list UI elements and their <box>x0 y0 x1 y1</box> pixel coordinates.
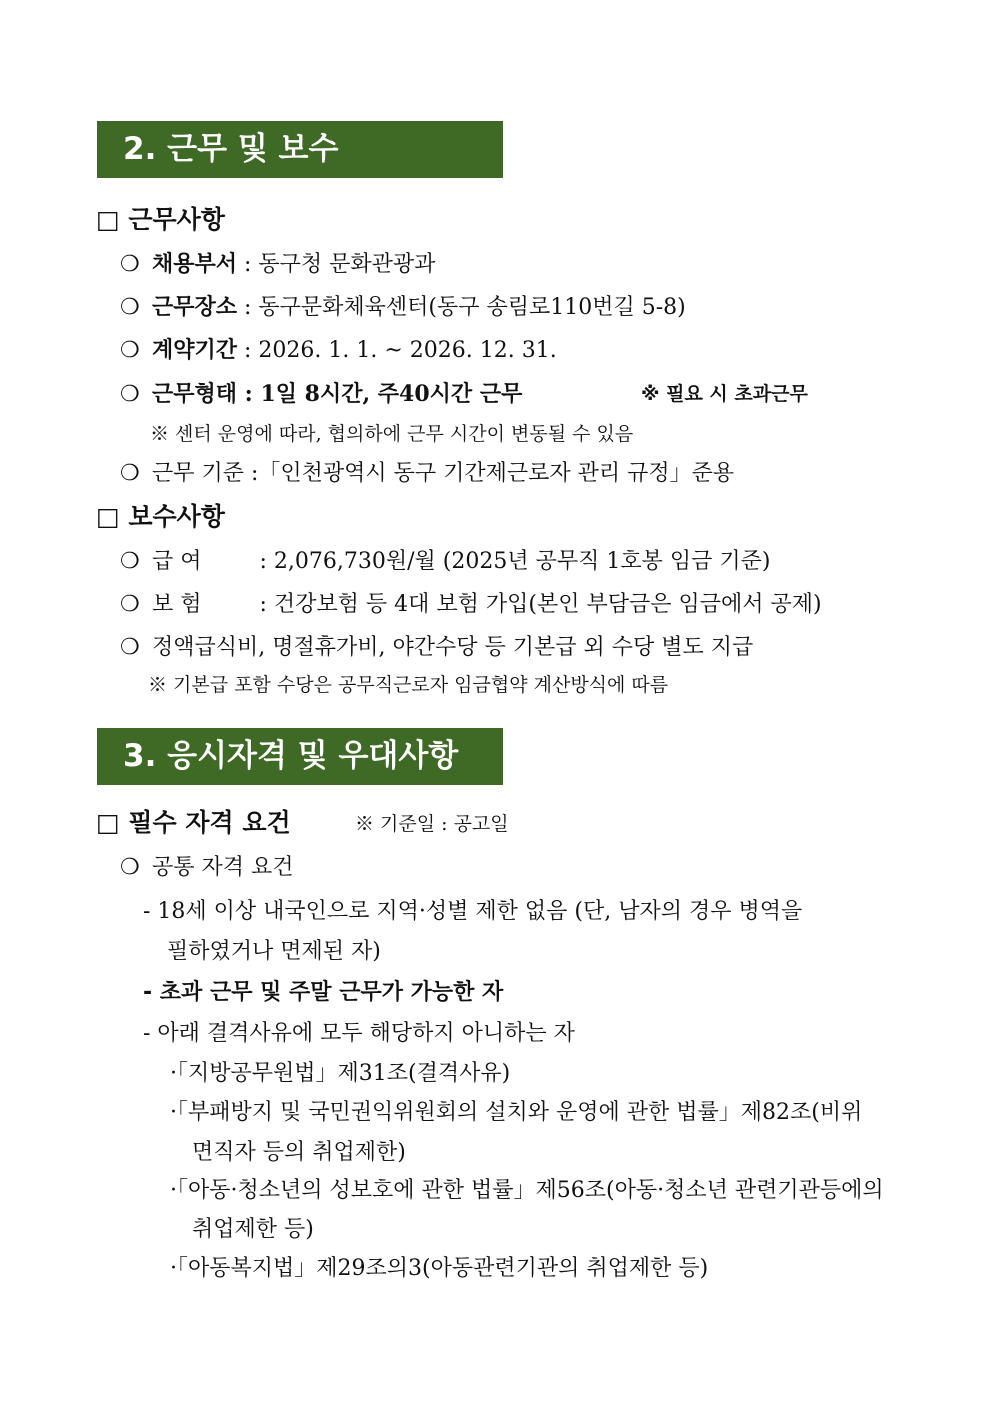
pay-insurance: ❍ 보 험 : 건강보험 등 4대 보험 가입(본인 부담금은 임금에서 공제) <box>120 585 822 625</box>
circle-bullet-icon: ❍ <box>120 252 140 277</box>
circle-bullet-icon: ❍ <box>120 592 140 617</box>
basis-date-note: ※ 기준일 : 공고일 <box>355 813 509 835</box>
law-item-cont: 취업제한 등) <box>192 1217 314 1242</box>
required-heading: □ 필수 자격 요건 <box>96 808 291 837</box>
circle-bullet-icon: ❍ <box>120 382 140 407</box>
work-item-department: ❍ 채용부서 : 동구청 문화관광과 <box>120 245 435 285</box>
section-3-title: 3. 응시자격 및 우대사항 <box>97 728 503 785</box>
circle-bullet-icon: ❍ <box>120 549 140 574</box>
law-item: ·「부패방지 및 국민권익위원회의 설치와 운영에 관한 법률」제82조(비위 <box>170 1100 863 1125</box>
circle-bullet-icon: ❍ <box>120 635 140 660</box>
law-item: ·「아동·청소년의 성보호에 관한 법률」제56조(아동·청소년 관련기관등에의 <box>170 1178 884 1203</box>
requirement-age-cont: 필하였거나 면제된 자) <box>167 939 381 964</box>
circle-bullet-icon: ❍ <box>120 338 140 363</box>
pay-heading: □ 보수사항 <box>96 502 225 531</box>
law-item: ·「지방공무원법」제31조(결격사유) <box>170 1061 511 1086</box>
work-standard: ❍ 근무 기준 :「인천광역시 동구 기간제근로자 관리 규정」준용 <box>120 454 734 494</box>
work-item-location: ❍ 근무장소 : 동구문화체육센터(동구 송림로110번길 5-8) <box>120 288 686 328</box>
law-item: ·「아동복지법」제29조의3(아동관련기관의 취업제한 등) <box>170 1256 709 1281</box>
pay-allowance: ❍ 정액급식비, 명절휴가비, 야간수당 등 기본급 외 수당 별도 지급 <box>120 628 753 668</box>
requirement-overtime: - 초과 근무 및 주말 근무가 가능한 자 <box>143 980 504 1005</box>
requirement-age: - 18세 이상 내국인으로 지역·성별 제한 없음 (단, 남자의 경우 병역을 <box>143 899 803 924</box>
requirement-disqualification: - 아래 결격사유에 모두 해당하지 아니하는 자 <box>143 1021 575 1046</box>
common-requirements: ❍ 공통 자격 요건 <box>120 848 294 888</box>
pay-note: ※ 기본급 포함 수당은 공무직근로자 임금협약 계산방식에 따름 <box>148 674 669 696</box>
circle-bullet-icon: ❍ <box>120 295 140 320</box>
circle-bullet-icon: ❍ <box>120 461 140 486</box>
work-item-period: ❍ 계약기간 : 2026. 1. 1. ~ 2026. 12. 31. <box>120 331 557 371</box>
work-schedule-note: ※ 센터 운영에 따라, 협의하에 근무 시간이 변동될 수 있음 <box>150 423 634 445</box>
overtime-note: ※ 필요 시 초과근무 <box>641 383 808 405</box>
section-2-title: 2. 근무 및 보수 <box>97 121 503 178</box>
law-item-cont: 면직자 등의 취업제한) <box>192 1140 406 1165</box>
work-heading: □ 근무사항 <box>96 205 225 234</box>
pay-salary: ❍ 급 여 : 2,076,730원/월 (2025년 공무직 1호봉 임금 기준) <box>120 542 770 582</box>
work-item-type: ❍ 근무형태 : 1일 8시간, 주40시간 근무 <box>120 374 522 415</box>
circle-bullet-icon: ❍ <box>120 855 140 880</box>
